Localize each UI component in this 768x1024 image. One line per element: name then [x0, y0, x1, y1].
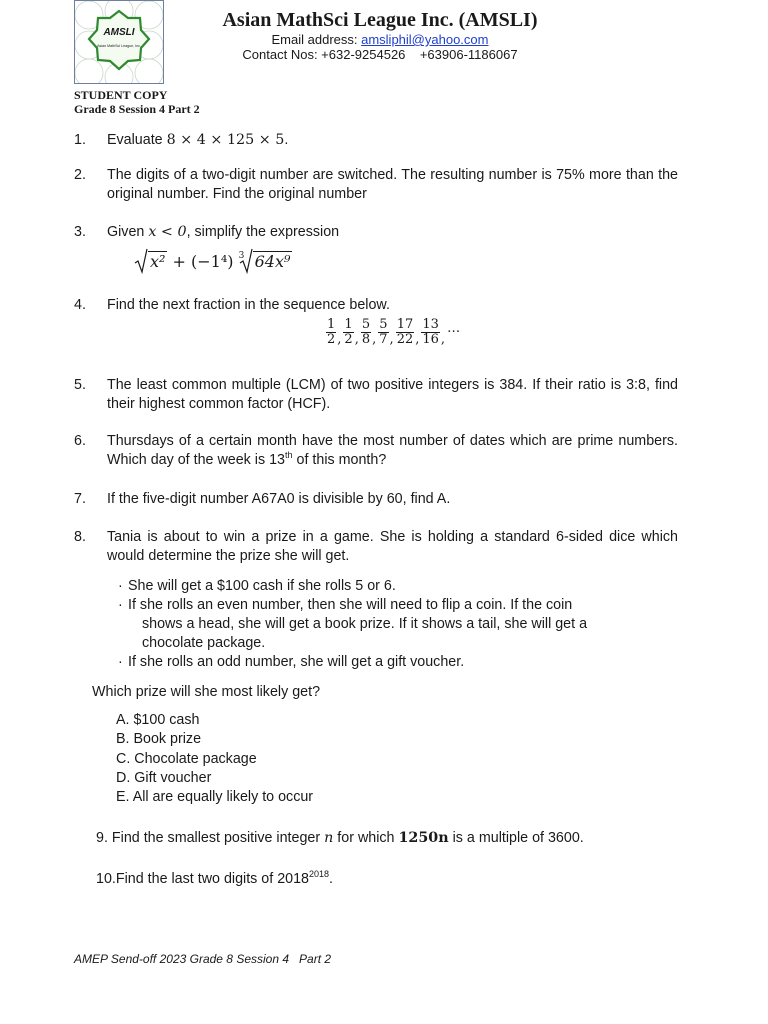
logo-subtext: Asian MathSci League, Inc. [97, 44, 141, 48]
list-item: · She will get a $100 cash if she rolls 5 or 6. [118, 578, 396, 594]
square-root [134, 248, 167, 276]
org-email-line [160, 32, 600, 47]
math-expression: 1250n [398, 830, 449, 846]
denominator: 7 [379, 332, 388, 347]
math-condition: x < 0 [148, 224, 187, 240]
math-expression: 8 × 4 × 125 × 5 [166, 132, 285, 148]
page-footer: AMEP Send-off 2023 Grade 8 Session 4 Part 2 [74, 952, 332, 966]
question-4 [74, 296, 678, 315]
question-text: Find the smallest positive integer [107, 830, 325, 846]
question-text: Tania is about to win a prize in a game. She is holding a standard 6-sided dice which would determine the prize she will get. [107, 529, 678, 564]
fraction [361, 318, 371, 347]
root-index: 3 [238, 251, 245, 261]
question-number: 3. [74, 224, 86, 240]
rule-text: If she rolls an odd number, she will get a gift voucher. [128, 654, 465, 670]
question-text: Given [107, 224, 149, 240]
question-5 [74, 376, 678, 414]
fraction [421, 318, 440, 347]
question-8-prompt: Which prize will she most likely get? [92, 684, 321, 700]
question-2 [74, 166, 678, 204]
amsli-logo [74, 0, 164, 84]
numerator: 13 [422, 317, 439, 332]
denominator: 22 [396, 332, 414, 347]
list-item: · If she rolls an even number, then she will need to flip a coin. If the coin shows a head, she will get a book prize. If it shows a tail, she will get a chocolate package. [118, 596, 658, 653]
list-item: · If she rolls an odd number, she will get a gift voucher. [118, 654, 465, 670]
question-text-end: . [329, 871, 334, 887]
question-8 [74, 528, 678, 566]
radicand-1: x² [150, 252, 166, 271]
denominator: 2 [327, 332, 336, 347]
email-link[interactable]: amsliphil@yahoo.com [361, 32, 489, 47]
prize-rules [118, 577, 658, 672]
question-text-end: , simplify the expression [186, 224, 340, 240]
fraction [326, 318, 336, 347]
question-text: If the five-digit number A67A0 is divisible by 60, find A. [107, 491, 451, 507]
question-text: Find the last two digits of 2018 [115, 871, 309, 887]
logo-text: AMSLI [103, 27, 135, 38]
radical-expression [134, 248, 292, 276]
fraction-sequence: $\frac{1}{2}$ , $\frac{1}{2}$ , $\frac{5}{8}$ , $\frac{5}{7}$ , $\frac{17}{22}$ , $\frac{13}{16}$ , … [327, 317, 461, 347]
question-text-mid: for which [333, 830, 399, 846]
question-number: 10. [96, 871, 116, 887]
denominator: 8 [361, 332, 371, 347]
question-text: Evaluate [107, 132, 167, 148]
option-b: B. Book prize [116, 731, 202, 748]
question-text: Thursdays of a certain month have the most number of dates which are prime numbers. Which day of the week is 13 [107, 433, 678, 468]
numerator: 17 [396, 317, 414, 332]
question-6 [74, 432, 678, 470]
fraction [396, 318, 415, 347]
org-name: Asian MathSci League Inc. (AMSLI) [222, 9, 538, 31]
email-label: Email address: [271, 32, 362, 47]
cube-root [239, 248, 293, 276]
question-text: The least common multiple (LCM) of two positive integers is 384. If their ratio is 3:8, find their highest common factor (HCF). [107, 377, 678, 412]
rule-text: She will get a $100 cash if she rolls 5 or 6. [128, 578, 396, 594]
numerator: 1 [344, 317, 353, 332]
question-number: 4. [74, 297, 86, 313]
question-number: 1. [74, 132, 86, 148]
session-label: Grade 8 Session 4 Part 2 [74, 102, 200, 116]
question-text-end: of this month? [292, 452, 387, 468]
question-text-end: . [284, 132, 289, 148]
sequence-ellipsis: … [447, 321, 461, 336]
question-text: Find the next fraction in the sequence below. [107, 297, 390, 313]
question-9 [96, 829, 584, 848]
radicand-2: 64x⁹ [254, 252, 291, 271]
fraction [378, 318, 388, 347]
denominator: 16 [422, 332, 439, 347]
question-number: 8. [74, 529, 86, 545]
expression-middle: + (−1⁴) [167, 252, 239, 271]
numerator: 5 [379, 317, 388, 332]
logo-graphic [75, 1, 163, 83]
question-3 [74, 223, 678, 242]
numerator: 1 [327, 317, 336, 332]
question-number: 9. [96, 830, 108, 846]
numerator: 5 [361, 317, 371, 332]
question-1 [74, 131, 678, 150]
question-number: 7. [74, 491, 86, 507]
answer-options [116, 711, 313, 807]
superscript: th [285, 450, 293, 461]
contact-numbers: Contact Nos: +632-9254526 +63906-1186067 [242, 47, 518, 62]
question-number: 5. [74, 377, 86, 393]
math-variable: n [324, 830, 334, 846]
question-number: 2. [74, 167, 86, 183]
exponent: 2018 [309, 869, 330, 880]
option-c: C. Chocolate package [116, 750, 257, 767]
rule-text-continued: shows a head, she will get a book prize. If it shows a tail, she will get a chocolate package. [142, 616, 588, 651]
option-d: D. Gift voucher [116, 769, 212, 786]
option-a: A. $100 cash [116, 712, 200, 728]
rule-text: If she rolls an even number, then she will need to flip a coin. If the coin [128, 597, 573, 613]
question-7 [74, 490, 678, 509]
question-text: The digits of a two-digit number are switched. The resulting number is 75% more than the original number. Find the original number [107, 167, 678, 202]
student-copy-label: STUDENT COPY [74, 88, 168, 102]
question-10 [96, 870, 333, 889]
fraction [343, 318, 353, 347]
option-e: E. All are equally likely to occur [116, 789, 314, 806]
denominator: 2 [344, 332, 353, 347]
question-text-end: is a multiple of 3600. [448, 830, 584, 846]
question-number: 6. [74, 433, 86, 449]
